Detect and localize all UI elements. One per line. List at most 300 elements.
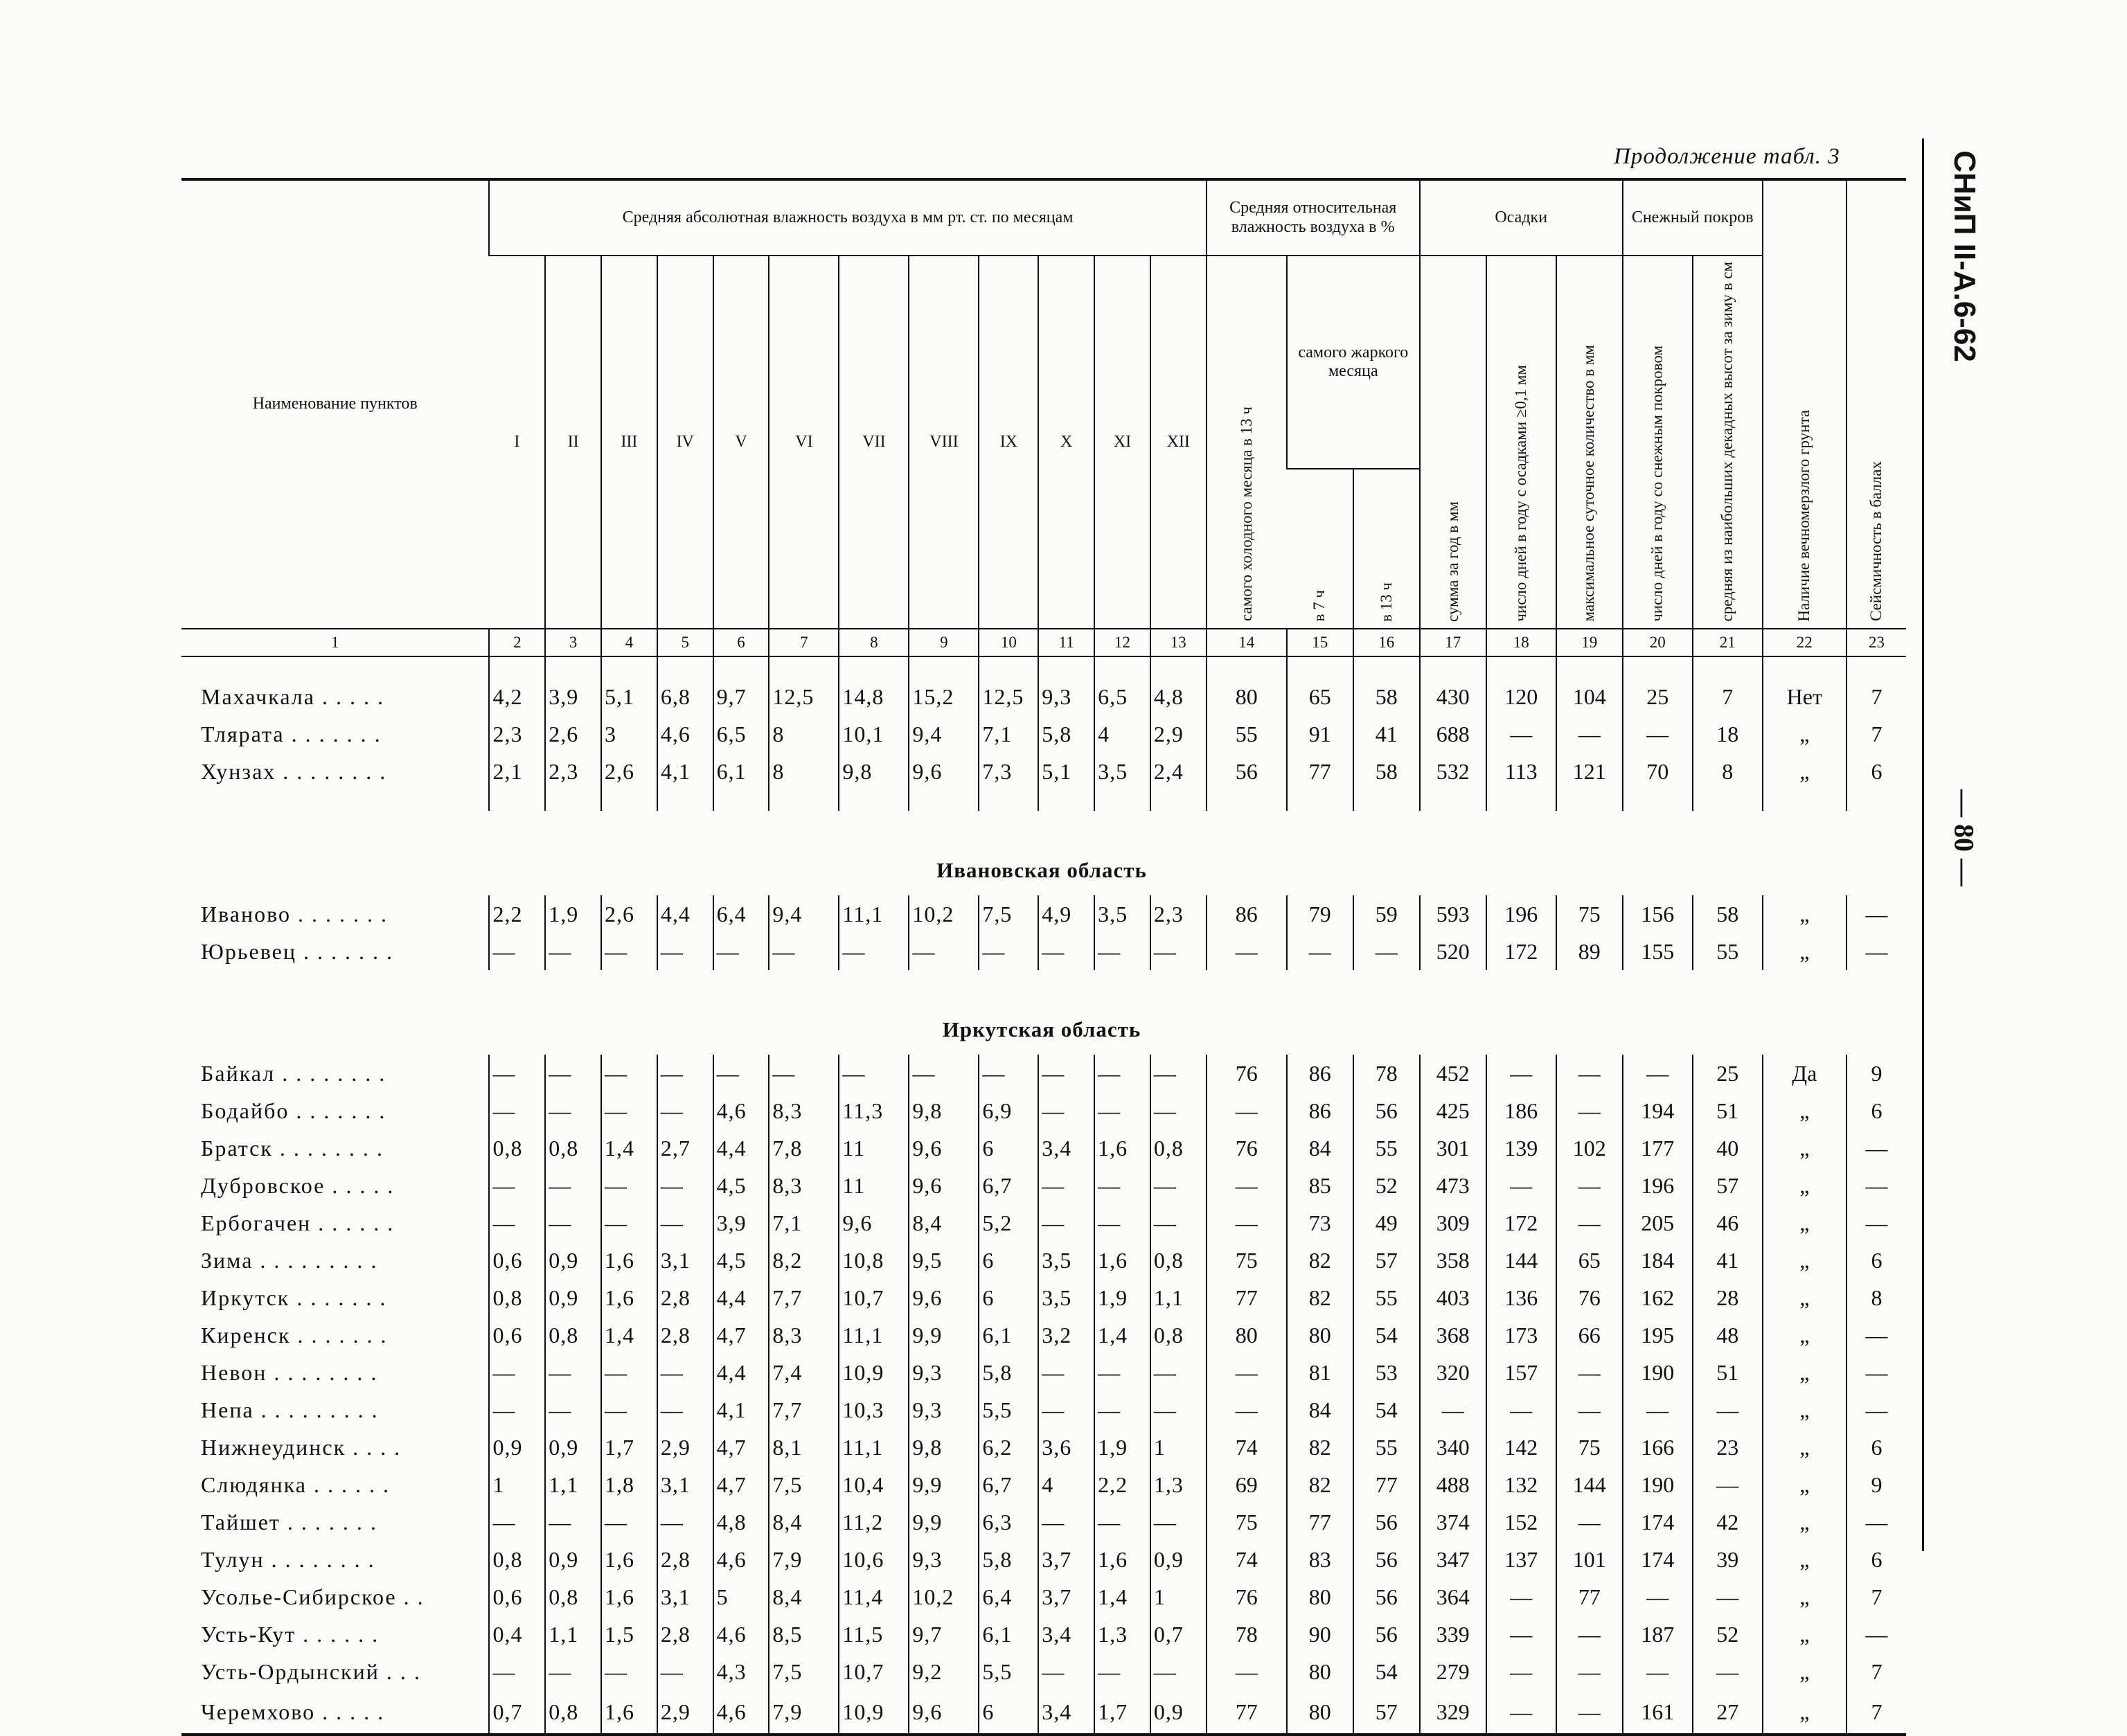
data-cell: 2,2 (489, 895, 545, 933)
data-cell: 11,2 (839, 1503, 909, 1541)
spacer (1287, 790, 1353, 811)
data-cell: — (1693, 1391, 1763, 1429)
data-cell: 41 (1693, 1242, 1763, 1279)
data-cell: — (1207, 1354, 1287, 1391)
data-cell: 7 (1693, 678, 1763, 715)
data-cell: 25 (1693, 1055, 1763, 1092)
data-cell: 157 (1486, 1354, 1556, 1391)
data-cell: 3,5 (1094, 895, 1150, 933)
data-cell: „ (1763, 1279, 1846, 1316)
data-cell: 2,7 (657, 1129, 713, 1167)
data-cell: — (489, 1391, 545, 1429)
data-cell: 1,6 (601, 1242, 657, 1279)
data-cell: 4,5 (713, 1242, 769, 1279)
spacer (181, 811, 1906, 845)
spacer (1207, 790, 1287, 811)
data-cell: — (1486, 715, 1556, 753)
station-name: Тайшет . . . . . . . (201, 1509, 377, 1534)
data-cell: 6,9 (979, 1092, 1038, 1129)
data-cell: — (1846, 933, 1906, 970)
spacer (545, 656, 601, 678)
data-cell: 6,7 (979, 1466, 1038, 1503)
data-cell: 0,9 (545, 1242, 601, 1279)
station-name: Бодайбо . . . . . . . (201, 1098, 386, 1123)
table-row (181, 1429, 1906, 1466)
data-cell: 48 (1693, 1316, 1763, 1354)
data-cell: 3,7 (1038, 1541, 1094, 1578)
station-name: Махачкала . . . . . (201, 683, 384, 709)
spacer (769, 656, 839, 678)
data-cell: 0,8 (1150, 1242, 1207, 1279)
data-cell: 14,8 (839, 678, 909, 715)
data-cell: 7,5 (769, 1653, 839, 1690)
data-cell: 5,8 (1038, 715, 1094, 753)
data-cell: 174 (1623, 1503, 1693, 1541)
data-cell: — (1038, 1092, 1094, 1129)
station-name: Байкал . . . . . . . . (201, 1060, 386, 1086)
data-cell: 7,9 (769, 1690, 839, 1735)
data-cell: 339 (1420, 1616, 1486, 1653)
data-cell: 190 (1623, 1354, 1693, 1391)
data-cell: — (1486, 1055, 1556, 1092)
header-month: VI (769, 256, 839, 629)
data-cell: 0,8 (489, 1279, 545, 1316)
data-cell: 11,1 (839, 1316, 909, 1354)
header-precip-max: максимальное суточное количество в мм (1556, 256, 1623, 629)
spacer (1150, 656, 1207, 678)
data-cell: 1,4 (601, 1316, 657, 1354)
data-cell: „ (1763, 895, 1846, 933)
data-cell: 364 (1420, 1578, 1486, 1616)
data-cell: 136 (1486, 1279, 1556, 1316)
climate-table (181, 178, 1906, 1736)
data-cell: 7,3 (979, 753, 1038, 790)
header-month: III (601, 256, 657, 629)
data-cell: — (1846, 1391, 1906, 1429)
data-cell: — (545, 933, 601, 970)
data-cell: 452 (1420, 1055, 1486, 1092)
data-cell: — (713, 933, 769, 970)
data-cell: 162 (1623, 1279, 1693, 1316)
data-cell: 4,4 (713, 1354, 769, 1391)
data-cell: — (1556, 1653, 1623, 1690)
table-row (181, 1503, 1906, 1541)
data-cell: — (1693, 1466, 1763, 1503)
data-cell: „ (1763, 1578, 1846, 1616)
data-cell: 473 (1420, 1167, 1486, 1204)
data-cell: 89 (1556, 933, 1623, 970)
data-cell: — (1623, 1391, 1693, 1429)
data-cell: „ (1763, 1503, 1846, 1541)
data-cell: — (1556, 1690, 1623, 1735)
data-cell: — (1207, 1092, 1287, 1129)
data-cell: 80 (1207, 1316, 1287, 1354)
data-cell: 8,3 (769, 1167, 839, 1204)
table-row (181, 1578, 1906, 1616)
data-cell: — (1693, 1653, 1763, 1690)
data-cell: 56 (1353, 1092, 1420, 1129)
data-cell: 6 (979, 1279, 1038, 1316)
data-cell: — (1150, 1204, 1207, 1242)
spacer (1623, 790, 1693, 811)
data-cell: 532 (1420, 753, 1486, 790)
data-cell: — (1150, 1503, 1207, 1541)
data-cell: 6,5 (713, 715, 769, 753)
data-cell: 3,4 (1038, 1690, 1094, 1735)
column-number: 14 (1207, 629, 1287, 656)
data-cell: 28 (1693, 1279, 1763, 1316)
data-cell: 2,6 (545, 715, 601, 753)
column-number: 4 (601, 629, 657, 656)
data-cell: 55 (1353, 1279, 1420, 1316)
data-cell: „ (1763, 715, 1846, 753)
spacer (489, 790, 545, 811)
data-cell: — (489, 1055, 545, 1092)
data-cell: 4,6 (713, 1092, 769, 1129)
data-cell: 0,6 (489, 1242, 545, 1279)
data-cell: — (1207, 1653, 1287, 1690)
column-number: 19 (1556, 629, 1623, 656)
data-cell: 75 (1207, 1503, 1287, 1541)
data-cell: 0,8 (545, 1316, 601, 1354)
data-cell: 7,7 (769, 1391, 839, 1429)
data-cell: 156 (1623, 895, 1693, 933)
data-cell: 1,6 (601, 1578, 657, 1616)
data-cell: 11,5 (839, 1616, 909, 1653)
data-cell: — (1038, 1503, 1094, 1541)
data-cell: 10,9 (839, 1690, 909, 1735)
data-cell: — (1094, 1167, 1150, 1204)
data-cell: 11 (839, 1167, 909, 1204)
data-cell: — (1556, 1055, 1623, 1092)
data-cell: 2,3 (545, 753, 601, 790)
data-cell: „ (1763, 1316, 1846, 1354)
data-cell: — (1150, 1391, 1207, 1429)
data-cell: 9,2 (909, 1653, 979, 1690)
data-cell: 6 (979, 1129, 1038, 1167)
data-cell: 5,5 (979, 1653, 1038, 1690)
continuation-title: Продолжение табл. 3 (1614, 144, 1840, 169)
data-cell: 155 (1623, 933, 1693, 970)
data-cell: 83 (1287, 1541, 1353, 1578)
data-cell: 7,4 (769, 1354, 839, 1391)
data-cell: 9,4 (769, 895, 839, 933)
data-cell: — (489, 1092, 545, 1129)
data-cell: 3,5 (1038, 1242, 1094, 1279)
spacer (839, 790, 909, 811)
data-cell: 8,3 (769, 1092, 839, 1129)
column-number: 10 (979, 629, 1038, 656)
data-cell: — (601, 1167, 657, 1204)
data-cell: 69 (1207, 1466, 1287, 1503)
data-cell: 488 (1420, 1466, 1486, 1503)
data-cell: 9,8 (909, 1092, 979, 1129)
data-cell: 1,6 (1094, 1129, 1150, 1167)
data-cell: 77 (1287, 753, 1353, 790)
header-precip-sum: сумма за год в мм (1420, 256, 1486, 629)
data-cell: 4,4 (713, 1129, 769, 1167)
spacer (1038, 790, 1094, 811)
header-month: VII (839, 256, 909, 629)
data-cell: 4,1 (713, 1391, 769, 1429)
data-cell: 166 (1623, 1429, 1693, 1466)
table-row (181, 1279, 1906, 1316)
data-cell: 80 (1207, 678, 1287, 715)
data-cell: 7,7 (769, 1279, 839, 1316)
data-cell: 144 (1486, 1242, 1556, 1279)
data-cell: 187 (1623, 1616, 1693, 1653)
spacer (1693, 656, 1763, 678)
data-cell: — (601, 1391, 657, 1429)
data-cell: Да (1763, 1055, 1846, 1092)
spacer (1353, 790, 1420, 811)
station-name: Усть-Ордынский . . . (201, 1658, 421, 1684)
data-cell: 54 (1353, 1316, 1420, 1354)
data-cell: 9,6 (909, 753, 979, 790)
data-cell: 177 (1623, 1129, 1693, 1167)
table-row (181, 1167, 1906, 1204)
station-name: Юрьевец . . . . . . . (201, 938, 393, 964)
data-cell: 1,6 (1094, 1541, 1150, 1578)
data-cell: 425 (1420, 1092, 1486, 1129)
spacer (601, 790, 657, 811)
data-cell: 0,9 (545, 1429, 601, 1466)
data-cell: 7,5 (979, 895, 1038, 933)
data-cell: 9,6 (909, 1279, 979, 1316)
data-cell: — (657, 1391, 713, 1429)
data-cell: 76 (1556, 1279, 1623, 1316)
data-cell: 9,9 (909, 1466, 979, 1503)
data-cell: — (1150, 1055, 1207, 1092)
data-cell: 196 (1623, 1167, 1693, 1204)
column-number: 20 (1623, 629, 1693, 656)
header-month: VIII (909, 256, 979, 629)
spacer (1287, 656, 1353, 678)
data-cell: 2,1 (489, 753, 545, 790)
data-cell: 1,7 (1094, 1690, 1150, 1735)
data-cell: 3,2 (1038, 1316, 1094, 1354)
station-name: Хунзах . . . . . . . . (201, 758, 387, 784)
data-cell: — (489, 1167, 545, 1204)
data-cell: 58 (1353, 678, 1420, 715)
table-row (181, 1092, 1906, 1129)
data-cell: 82 (1287, 1279, 1353, 1316)
data-cell: 10,7 (839, 1279, 909, 1316)
data-cell: 9,3 (909, 1354, 979, 1391)
data-cell: — (1846, 1129, 1906, 1167)
data-cell: — (1846, 1204, 1906, 1242)
station-name: Черемхово . . . . . (181, 1690, 489, 1735)
data-cell: 56 (1207, 753, 1287, 790)
data-cell: — (489, 1653, 545, 1690)
data-cell: 1,4 (601, 1129, 657, 1167)
data-cell: 58 (1693, 895, 1763, 933)
data-cell: 6 (1846, 753, 1906, 790)
data-cell: 3,1 (657, 1578, 713, 1616)
spacer (489, 656, 545, 678)
table-row (181, 753, 1906, 790)
data-cell: 3,4 (1038, 1129, 1094, 1167)
data-cell: 80 (1287, 1653, 1353, 1690)
table-row (181, 1466, 1906, 1503)
data-cell: 59 (1353, 895, 1420, 933)
data-cell: 66 (1556, 1316, 1623, 1354)
data-cell: 4,6 (713, 1690, 769, 1735)
data-cell: 2,6 (601, 895, 657, 933)
station-name: Братск . . . . . . . . (201, 1135, 384, 1161)
data-cell: — (1846, 1503, 1906, 1541)
data-cell: 8 (1693, 753, 1763, 790)
data-cell: — (657, 1204, 713, 1242)
data-cell: 4,6 (713, 1541, 769, 1578)
data-cell: 5,1 (1038, 753, 1094, 790)
data-cell: 78 (1353, 1055, 1420, 1092)
data-cell: 25 (1623, 678, 1693, 715)
data-cell: — (1556, 1503, 1623, 1541)
data-cell: 10,2 (909, 895, 979, 933)
data-cell: 54 (1353, 1391, 1420, 1429)
data-cell: — (601, 1653, 657, 1690)
data-cell: 688 (1420, 715, 1486, 753)
data-cell: 8,2 (769, 1242, 839, 1279)
spacer (713, 656, 769, 678)
data-cell: — (545, 1092, 601, 1129)
data-cell: „ (1763, 933, 1846, 970)
data-cell: 3,1 (657, 1466, 713, 1503)
document-code: СНиП II-А.6-62 (1948, 150, 1982, 362)
data-cell: 76 (1207, 1129, 1287, 1167)
data-cell: 120 (1486, 678, 1556, 715)
data-cell: 2,8 (657, 1316, 713, 1354)
data-cell: 184 (1623, 1242, 1693, 1279)
data-cell: 2,9 (657, 1429, 713, 1466)
data-cell: 75 (1556, 1429, 1623, 1466)
data-cell: 11 (839, 1129, 909, 1167)
data-cell: 54 (1353, 1653, 1420, 1690)
data-cell: — (1094, 1503, 1150, 1541)
spacer (545, 790, 601, 811)
column-number: 7 (769, 629, 839, 656)
header-month: IV (657, 256, 713, 629)
data-cell: — (1094, 933, 1150, 970)
data-cell: 113 (1486, 753, 1556, 790)
data-cell: — (1556, 1167, 1623, 1204)
data-cell: 55 (1353, 1129, 1420, 1167)
data-cell: 55 (1207, 715, 1287, 753)
header-seismic: Сейсмичность в баллах (1846, 179, 1906, 629)
data-cell: 4,7 (713, 1429, 769, 1466)
data-cell: „ (1763, 1167, 1846, 1204)
column-number: 17 (1420, 629, 1486, 656)
data-cell: — (657, 1653, 713, 1690)
data-cell: 430 (1420, 678, 1486, 715)
data-cell: 85 (1287, 1167, 1353, 1204)
data-cell: 9,6 (909, 1167, 979, 1204)
data-cell: 7,8 (769, 1129, 839, 1167)
data-cell: — (1846, 895, 1906, 933)
data-cell: 8,3 (769, 1316, 839, 1354)
header-name: Наименование пунктов (181, 179, 489, 629)
data-cell: 0,8 (545, 1690, 601, 1735)
data-cell: — (1556, 1391, 1623, 1429)
data-cell: 0,8 (1150, 1316, 1207, 1354)
data-cell: 3,4 (1038, 1616, 1094, 1653)
table-row (181, 1653, 1906, 1690)
data-cell: Нет (1763, 678, 1846, 715)
data-cell: 2,2 (1094, 1466, 1150, 1503)
data-cell: — (839, 1055, 909, 1092)
data-cell: 80 (1287, 1316, 1353, 1354)
data-cell: 11,1 (839, 1429, 909, 1466)
data-cell: 0,8 (545, 1129, 601, 1167)
data-cell: 196 (1486, 895, 1556, 933)
data-cell: 6 (979, 1242, 1038, 1279)
station-name: Непа . . . . . . . . . (201, 1397, 379, 1422)
data-cell: 78 (1207, 1616, 1287, 1653)
data-cell: 10,6 (839, 1541, 909, 1578)
data-cell: — (1038, 933, 1094, 970)
header-month: XI (1094, 256, 1150, 629)
data-cell: 4,8 (1150, 678, 1207, 715)
data-cell: 10,1 (839, 715, 909, 753)
data-cell: 9,3 (909, 1541, 979, 1578)
data-cell: — (1150, 1092, 1207, 1129)
margin-rule (1922, 138, 1924, 1551)
data-cell: 1,4 (1094, 1316, 1150, 1354)
data-cell: 57 (1693, 1167, 1763, 1204)
data-cell: 5,8 (979, 1354, 1038, 1391)
data-cell: 279 (1420, 1653, 1486, 1690)
data-cell: — (1556, 1616, 1623, 1653)
data-cell: 3,7 (1038, 1578, 1094, 1616)
data-cell: 5,8 (979, 1541, 1038, 1578)
data-cell: 1,9 (545, 895, 601, 933)
data-cell: — (769, 1055, 839, 1092)
data-cell: 3,5 (1094, 753, 1150, 790)
data-cell: 9,3 (909, 1391, 979, 1429)
data-cell: 82 (1287, 1466, 1353, 1503)
spacer (1150, 790, 1207, 811)
data-cell: 86 (1287, 1092, 1353, 1129)
data-cell: — (1094, 1055, 1150, 1092)
data-cell: — (489, 933, 545, 970)
station-name: Нижнеудинск . . . . (201, 1434, 402, 1460)
data-cell: — (1094, 1391, 1150, 1429)
data-cell: — (601, 1055, 657, 1092)
data-cell: 0,9 (545, 1279, 601, 1316)
table-row (181, 1354, 1906, 1391)
table-row (181, 1316, 1906, 1354)
data-cell: 7,1 (769, 1204, 839, 1242)
data-cell: „ (1763, 1354, 1846, 1391)
data-cell: — (601, 1204, 657, 1242)
data-cell: 374 (1420, 1503, 1486, 1541)
column-number: 3 (545, 629, 601, 656)
data-cell: 1,6 (1094, 1242, 1150, 1279)
data-cell: 172 (1486, 1204, 1556, 1242)
column-number: 22 (1763, 629, 1846, 656)
data-cell: 80 (1287, 1578, 1353, 1616)
data-cell: 57 (1353, 1242, 1420, 1279)
data-cell: 6 (1846, 1429, 1906, 1466)
spacer (1486, 790, 1556, 811)
data-cell: 65 (1287, 678, 1353, 715)
data-cell: 82 (1287, 1429, 1353, 1466)
data-cell: 57 (1353, 1690, 1420, 1735)
data-cell: — (489, 1503, 545, 1541)
data-cell: 39 (1693, 1541, 1763, 1578)
data-cell: 0,8 (1150, 1129, 1207, 1167)
